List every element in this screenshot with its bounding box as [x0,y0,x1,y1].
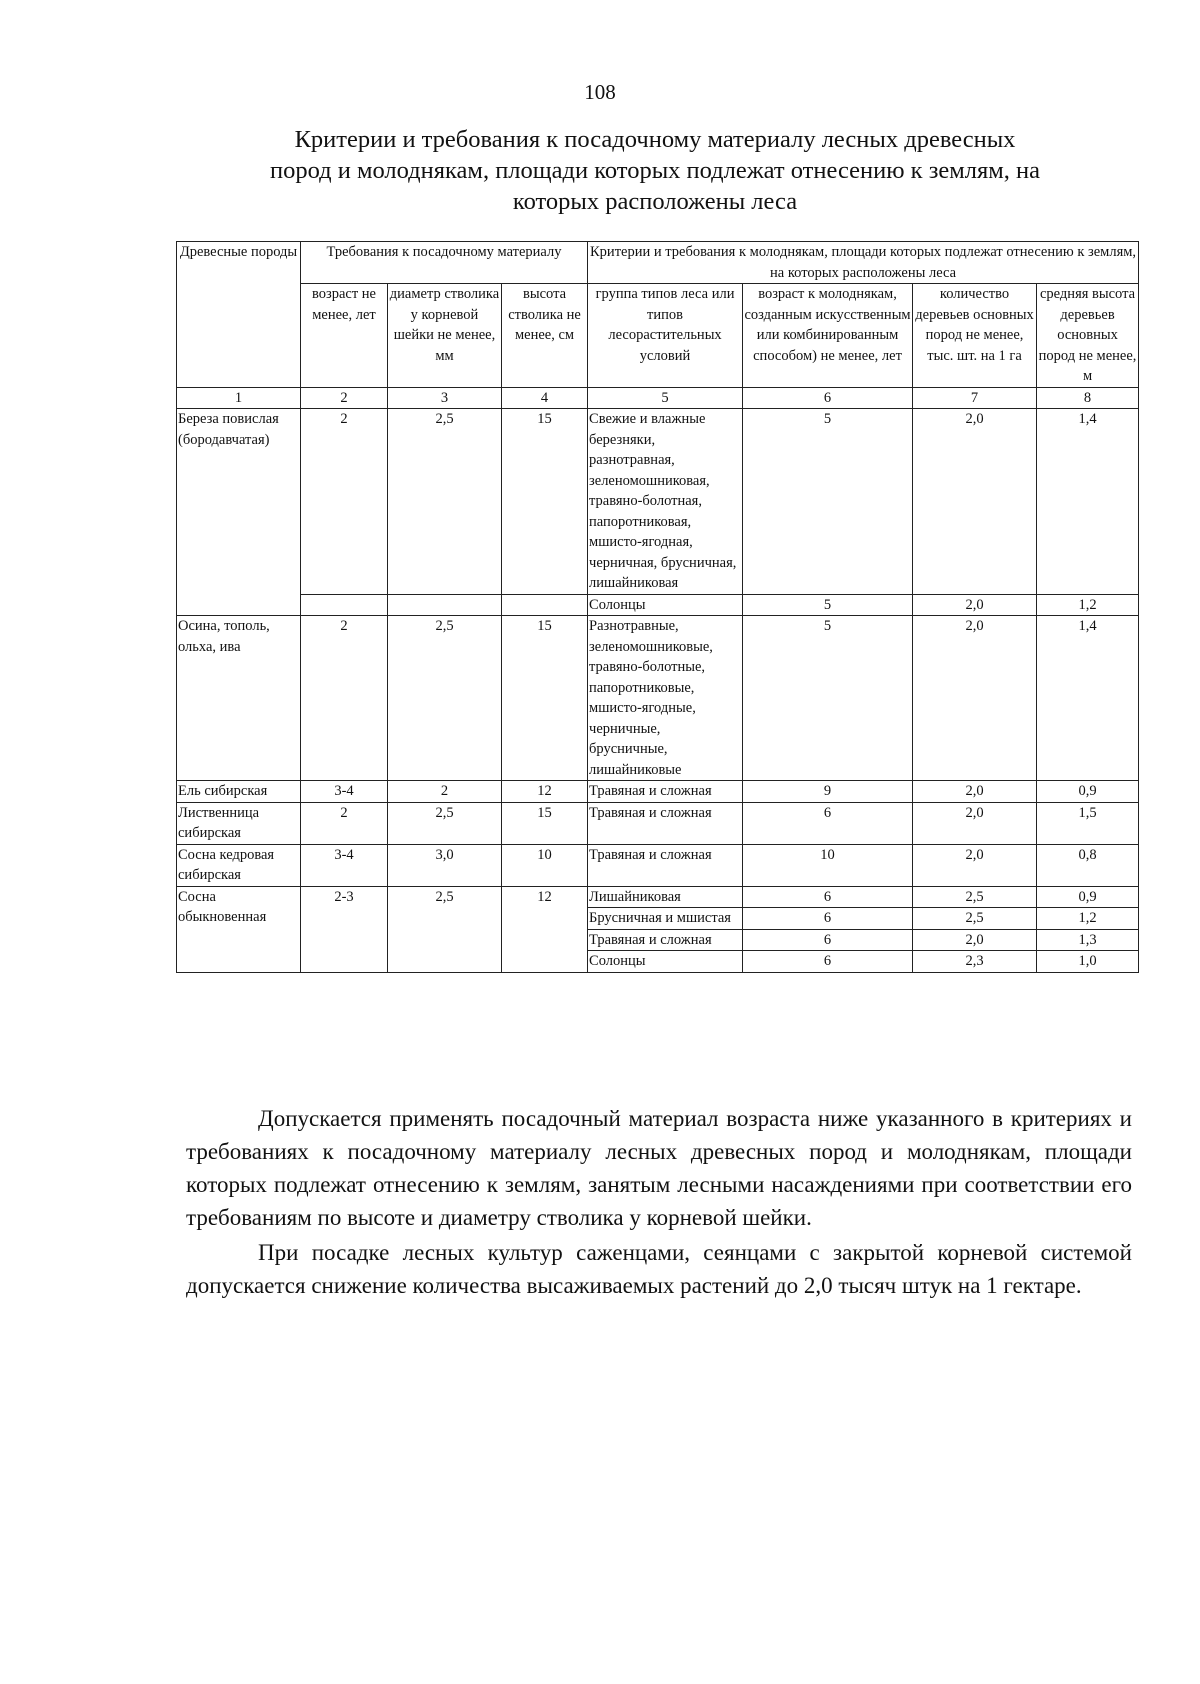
species-cell: Сосна обыкновенная [177,886,301,972]
tree-count-cell: 2,0 [913,844,1037,886]
tree-count-cell: 2,5 [913,886,1037,908]
header-young-stands: Критерии и требования к молоднякам, площади которых подлежат отнесению к землям, на которых расположены леса [588,242,1139,284]
table-row [177,844,1139,886]
height-cell: 15 [502,616,588,781]
avg-height-cell: 1,2 [1037,908,1139,930]
age-cell: 2 [301,616,388,781]
forest-type-cell: Солонцы [588,951,743,973]
column-number: 6 [743,387,913,409]
diameter-cell: 2,5 [388,409,502,595]
forest-type-cell: Травяная и сложная [588,844,743,886]
header-young-age: возраст к молоднякам, созданным искусственным или комбинированным способом) не менее, лет [743,284,913,388]
column-number: 5 [588,387,743,409]
header-forest-type: группа типов леса или типов лесорастительных условий [588,284,743,388]
young-age-cell: 10 [743,844,913,886]
table-row [177,409,1139,595]
avg-height-cell: 1,5 [1037,802,1139,844]
species-cell: Лиственница сибирская [177,802,301,844]
column-number: 7 [913,387,1037,409]
young-age-cell: 6 [743,929,913,951]
paragraph: При посадке лесных культур саженцами, сеянцами с закрытой корневой системой допускается снижение количества высаживаемых растений до 2,0 тысяч штук на 1 гектаре. [186,1240,1132,1298]
height-cell [502,594,588,616]
species-cell: Сосна кедровая сибирская [177,844,301,886]
height-cell: 10 [502,844,588,886]
young-age-cell: 5 [743,616,913,781]
species-cell: Береза повислая (бородавчатая) [177,409,301,616]
header-height: высота стволика не менее, см [502,284,588,388]
young-age-cell: 6 [743,802,913,844]
tree-count-cell: 2,3 [913,951,1037,973]
diameter-cell [388,594,502,616]
forest-type-cell: Брусничная и мшистая [588,908,743,930]
title-line: Критерии и требования к посадочному материалу лесных древесных [294,126,1016,153]
tree-count-cell: 2,0 [913,616,1037,781]
diameter-cell: 3,0 [388,844,502,886]
tree-count-cell: 2,0 [913,409,1037,595]
avg-height-cell: 1,4 [1037,409,1139,595]
young-age-cell: 6 [743,886,913,908]
avg-height-cell: 0,9 [1037,886,1139,908]
column-number: 1 [177,387,301,409]
header-tree-count: количество деревьев основных пород не менее, тыс. шт. на 1 га [913,284,1037,388]
avg-height-cell: 1,4 [1037,616,1139,781]
diameter-cell: 2,5 [388,886,502,972]
avg-height-cell: 0,8 [1037,844,1139,886]
title-line: пород и молоднякам, площади которых подлежат отнесению к землям, на [270,157,1040,184]
avg-height-cell: 0,9 [1037,781,1139,803]
avg-height-cell: 1,2 [1037,594,1139,616]
column-number-row [177,387,1139,409]
column-number: 3 [388,387,502,409]
age-cell: 2-3 [301,886,388,972]
young-age-cell: 6 [743,951,913,973]
forest-type-cell: Свежие и влажные березняки, разнотравная, зеленомошниковая, травяно-болотная, папоротниковая, мшисто-ягодная, черничная, брусничная, лишайниковая [588,409,743,595]
header-avg-height: средняя высота деревьев основных пород не менее, м [1037,284,1139,388]
tree-count-cell: 2,0 [913,781,1037,803]
height-cell: 15 [502,409,588,595]
column-number: 4 [502,387,588,409]
tree-count-cell: 2,0 [913,929,1037,951]
tree-count-cell: 2,5 [913,908,1037,930]
age-cell: 3-4 [301,844,388,886]
forest-type-cell: Травяная и сложная [588,781,743,803]
table-row [177,802,1139,844]
species-cell: Осина, тополь, ольха, ива [177,616,301,781]
forest-type-cell: Лишайниковая [588,886,743,908]
tree-count-cell: 2,0 [913,802,1037,844]
diameter-cell: 2,5 [388,802,502,844]
avg-height-cell: 1,0 [1037,951,1139,973]
forest-type-cell: Солонцы [588,594,743,616]
paragraph: Допускается применять посадочный материал возраста ниже указанного в критериях и требованиях к посадочному материалу лесных древесных пород и молоднякам, площади которых подлежат отнесению к землям, занятым лесными насаждениями при соответствии его требованиям по высоте и диаметру стволика у корневой шейки. [186,1106,1132,1230]
young-age-cell: 9 [743,781,913,803]
diameter-cell: 2 [388,781,502,803]
table-body [177,409,1139,973]
forest-type-cell: Травяная и сложная [588,802,743,844]
page-number: 108 [584,80,616,104]
table-row [177,594,1139,616]
table-row [177,616,1139,781]
age-cell: 2 [301,802,388,844]
header-diameter: диаметр стволика у корневой шейки не менее, мм [388,284,502,388]
height-cell: 15 [502,802,588,844]
title-line: которых расположены леса [512,188,798,215]
criteria-table [176,241,1139,973]
species-cell: Ель сибирская [177,781,301,803]
table-row [177,781,1139,803]
header-species: Древесные породы [177,242,301,388]
young-age-cell: 6 [743,908,913,930]
age-cell: 2 [301,409,388,595]
header-planting-material: Требования к посадочному материалу [301,242,588,284]
column-number: 2 [301,387,388,409]
table-row [177,886,1139,908]
height-cell: 12 [502,886,588,972]
forest-type-cell: Разнотравные, зеленомошниковые, травяно-болотные, папоротниковые, мшисто-ягодные, черничные, брусничные, лишайниковые [588,616,743,781]
young-age-cell: 5 [743,409,913,595]
body-text [186,1102,1132,1304]
young-age-cell: 5 [743,594,913,616]
document-title [190,124,1120,217]
column-number: 8 [1037,387,1139,409]
height-cell: 12 [502,781,588,803]
age-cell: 3-4 [301,781,388,803]
avg-height-cell: 1,3 [1037,929,1139,951]
diameter-cell: 2,5 [388,616,502,781]
tree-count-cell: 2,0 [913,594,1037,616]
age-cell [301,594,388,616]
forest-type-cell: Травяная и сложная [588,929,743,951]
header-age: возраст не менее, лет [301,284,388,388]
